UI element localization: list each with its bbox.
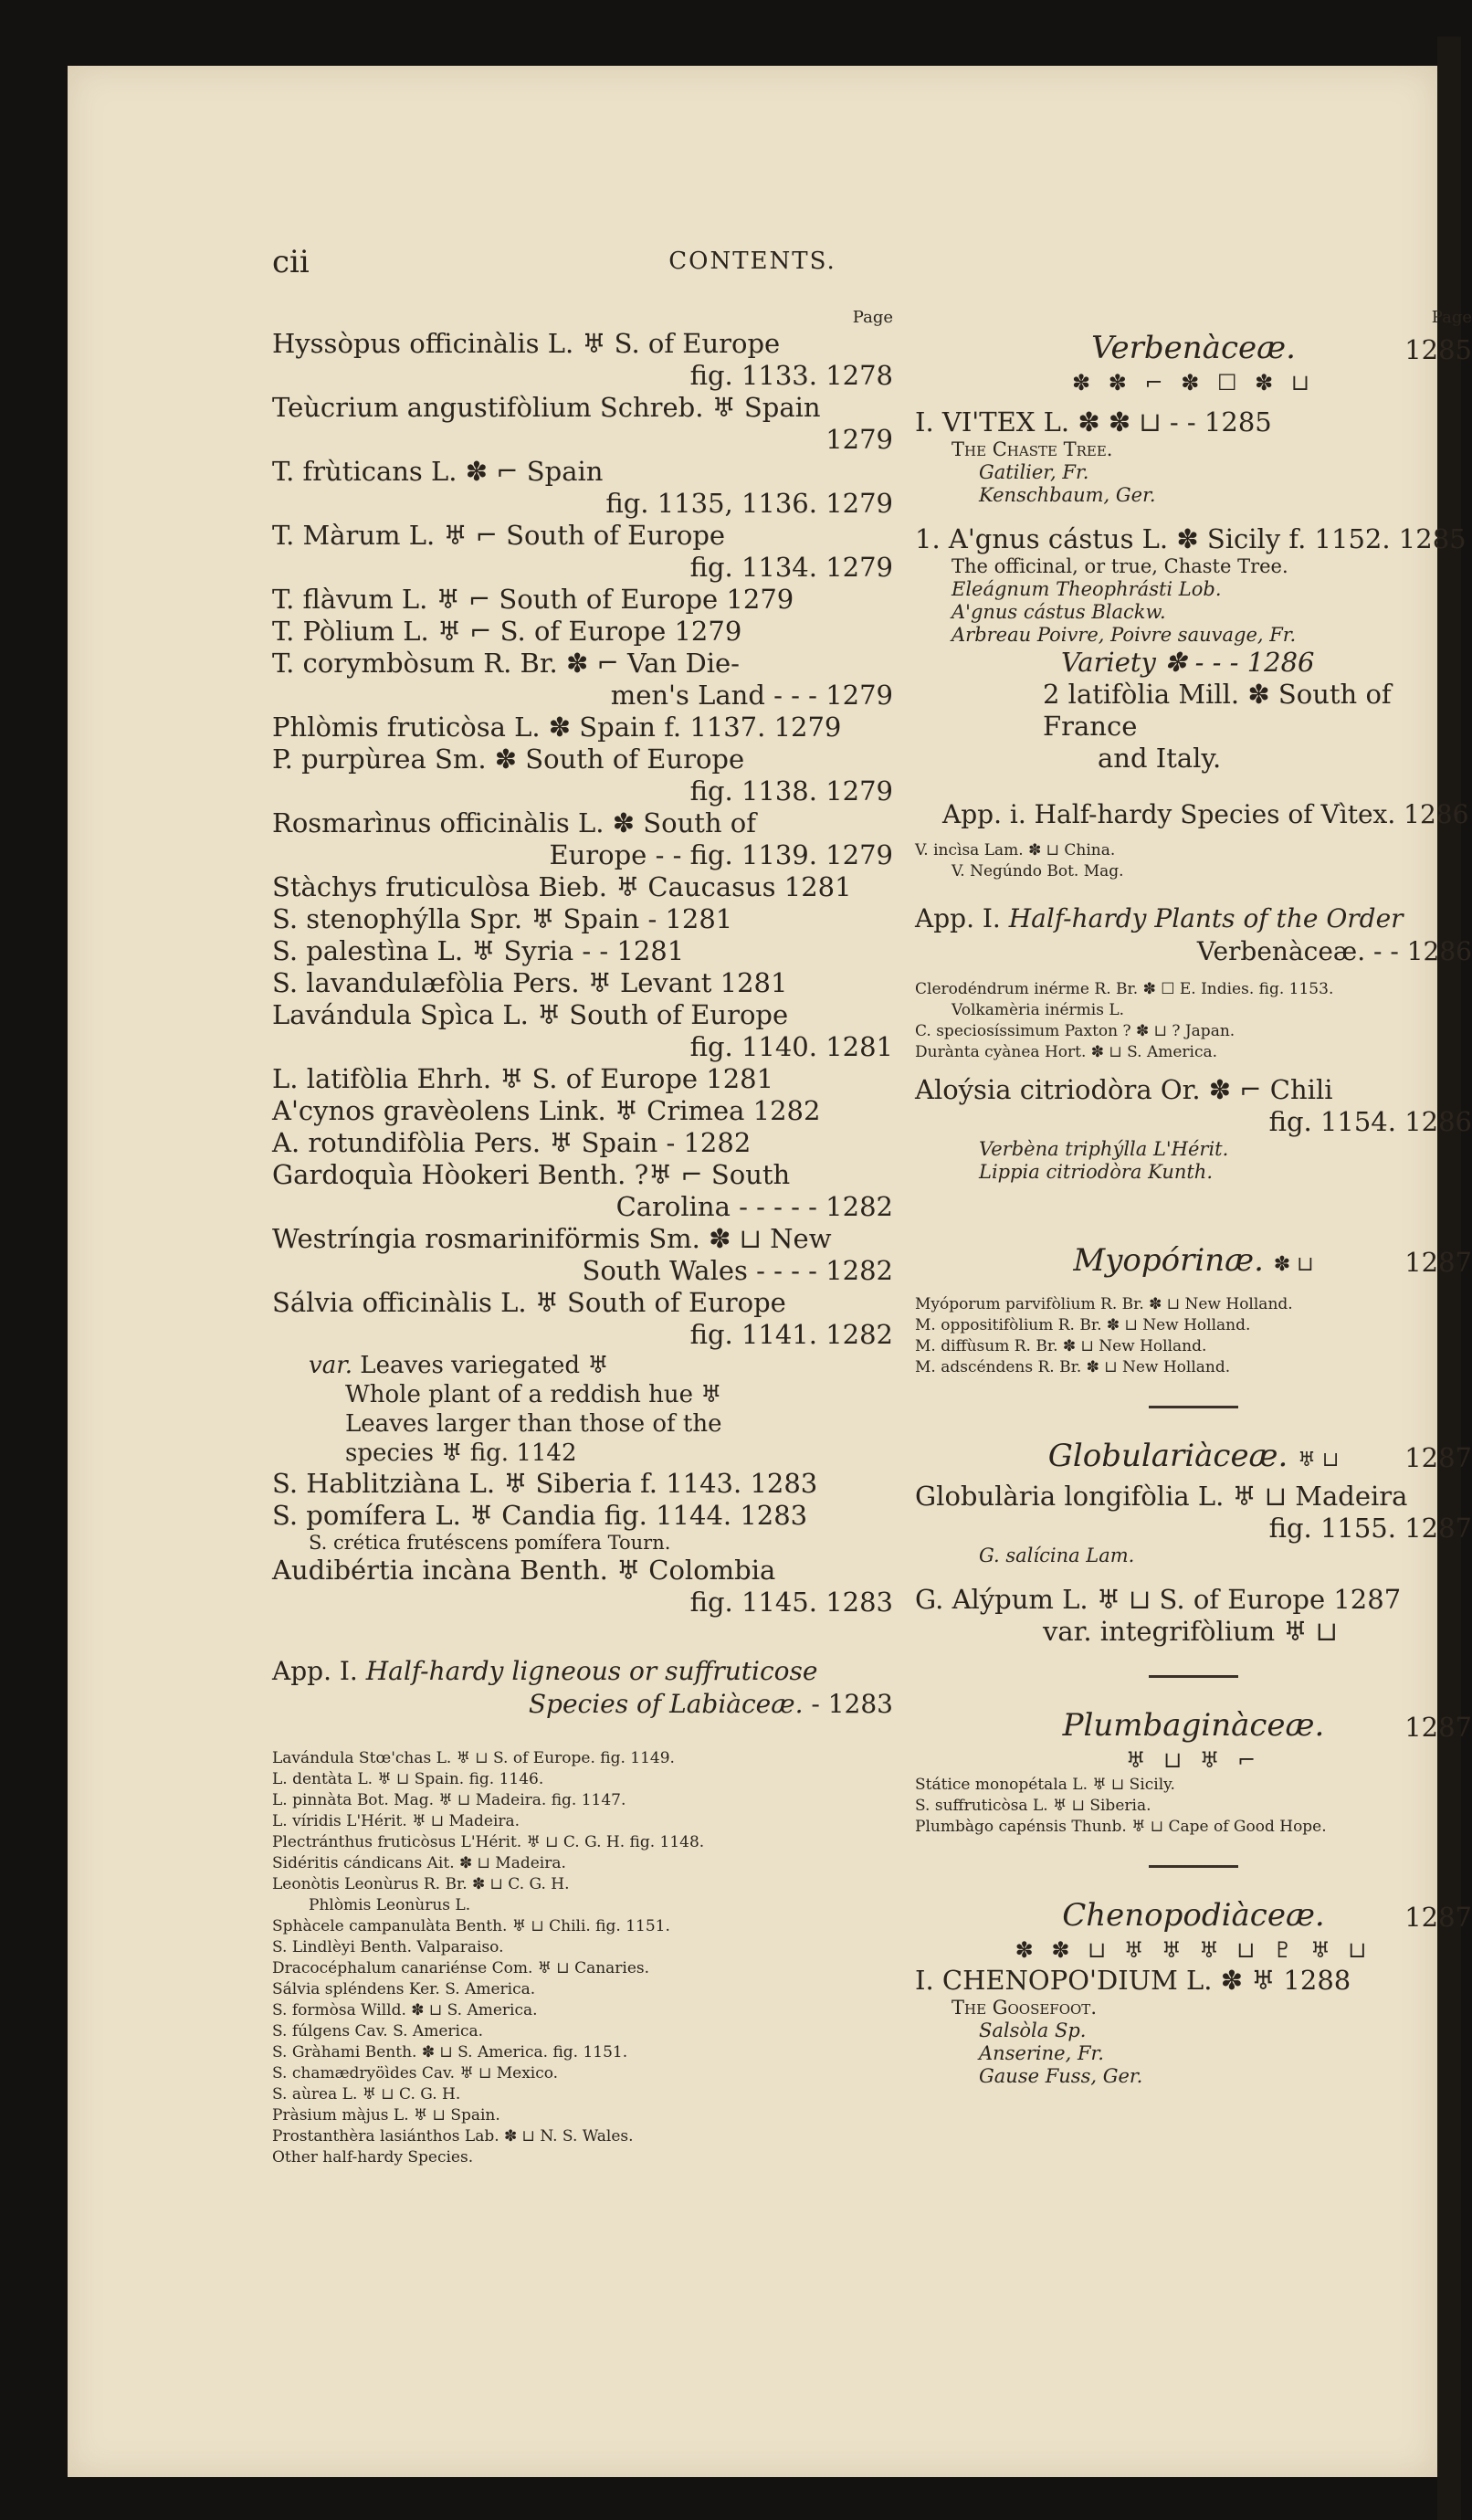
list-item: L. dentàta L. ♅ ⊔ Spain. fig. 1146.	[272, 1770, 544, 1788]
section-divider	[1149, 1865, 1238, 1868]
common-name: The Goosefoot.	[952, 1997, 1097, 2019]
list-item: V. incìsa Lam. ✽ ⊔ China.	[915, 841, 1116, 859]
list-item: Prostanthèra lasiánthos Lab. ✽ ⊔ N. S. Wales.	[272, 2127, 634, 2146]
left-column	[272, 308, 893, 2168]
folio-number: cii	[272, 244, 310, 280]
appendix-species-list	[272, 1748, 893, 2168]
index-entry: A'cynos gravèolens Link. ♅ Crimea 1282	[272, 1095, 821, 1126]
order-page: 1287	[1404, 1902, 1472, 1933]
list-item: M. adscéndens R. Br. ✽ ⊔ New Holland.	[915, 1358, 1231, 1376]
list-item: V. Negúndo Bot. Mag.	[952, 862, 1124, 880]
variety-label: var.	[309, 1352, 353, 1379]
order-heading-chenopodiaceae	[915, 1895, 1472, 1935]
list-item: M. diffùsum R. Br. ✽ ⊔ New Holland.	[915, 1337, 1207, 1355]
variety-item: Leaves larger than those of the	[345, 1410, 722, 1438]
index-entry: Sálvia officinàlis L. ♅ South of Europe	[272, 1287, 786, 1318]
order-title: Chenopodiàceæ.	[1062, 1897, 1325, 1934]
index-entry: T. corymbòsum R. Br. ✽ ⌐ Van Die-	[272, 648, 740, 679]
list-item: Myóporum parvifòlium R. Br. ✽ ⊔ New Holland.	[915, 1295, 1293, 1313]
index-entry: S. pomífera L. ♅ Candia fig. 1144. 1283	[272, 1500, 808, 1531]
common-name: The Chaste Tree.	[952, 438, 1113, 460]
order-heading-verbenaceae	[915, 328, 1472, 368]
index-entry-continuation: fig. 1133. 1278	[689, 360, 893, 391]
synonym: Eleágnum Theophrásti Lob.	[952, 578, 1222, 600]
species-globularia-cont: fig. 1155. 1287	[1268, 1513, 1472, 1544]
genus-vitex: I. VI'TEX L. ✽ ✽ ⊔ - - 1285	[915, 406, 1272, 438]
index-entry: S. palestìna L. ♅ Syria - - 1281	[272, 935, 685, 966]
index-entry: P. purpùrea Sm. ✽ South of Europe	[272, 743, 745, 775]
habit-symbols: ✽ ⊔	[1273, 1253, 1314, 1276]
page-header	[68, 244, 1437, 280]
index-entry: T. flàvum L. ♅ ⌐ South of Europe 1279	[272, 584, 794, 615]
order-title: Globulariàceæ.	[1047, 1438, 1288, 1474]
list-item: Other half-hardy Species.	[272, 2148, 474, 2167]
appendix-title-2: Species of Labiàceæ.	[528, 1689, 804, 1719]
index-entry: Gardoquìa Hòokeri Benth. ?♅ ⌐ South	[272, 1159, 791, 1190]
order-page: 1287	[1404, 1712, 1472, 1743]
appendix-title: Half-hardy ligneous or suffruticose	[365, 1656, 818, 1686]
index-entry: Phlòmis fruticòsa L. ✽ Spain f. 1137. 1279	[272, 712, 842, 743]
list-item: S. Lindlèyi Benth. Valparaiso.	[272, 1938, 504, 1956]
index-entry: S. crética frutéscens pomífera Tourn.	[309, 1532, 671, 1554]
index-entry-continuation: 1279	[825, 424, 893, 455]
running-head: CONTENTS.	[668, 248, 836, 275]
species-alypum: G. Alýpum L. ♅ ⊔ S. of Europe 1287	[915, 1584, 1402, 1615]
index-entry-continuation: South Wales - - - - 1282	[582, 1255, 893, 1286]
order-heading-myoporinae	[915, 1240, 1472, 1285]
index-entry-continuation: fig. 1138. 1279	[689, 775, 893, 807]
list-item: L. víridis L'Hérit. ♅ ⊔ Madeira.	[272, 1812, 520, 1830]
index-entry: S. Hablitziàna L. ♅ Siberia f. 1143. 1283	[272, 1468, 818, 1499]
appendix-verbenaceae	[915, 902, 1472, 968]
appendix-title: Half-hardy Plants of the Order	[1008, 903, 1404, 933]
appendix-vitex: App. i. Half-hardy Species of Vìtex. 1286	[942, 799, 1469, 829]
list-item: M. oppositifòlium R. Br. ✽ ⊔ New Holland.	[915, 1316, 1251, 1334]
index-entry-continuation: fig. 1140. 1281	[689, 1031, 893, 1062]
index-entry-continuation: fig. 1145. 1283	[689, 1587, 893, 1618]
appendix-labiaceae	[272, 1655, 893, 1721]
list-item: Sálvia spléndens Ker. S. America.	[272, 1980, 536, 1998]
index-entry: Rosmarìnus officinàlis L. ✽ South of	[272, 807, 756, 838]
index-entry-continuation: fig. 1141. 1282	[689, 1319, 893, 1350]
index-entry: Hyssòpus officinàlis L. ♅ S. of Europe	[272, 328, 781, 359]
list-item: Sidéritis cándicans Ait. ✽ ⊔ Madeira.	[272, 1854, 566, 1872]
species-aloysia-cont: fig. 1154. 1286	[1268, 1106, 1472, 1137]
list-item: Leonòtis Leonùrus R. Br. ✽ ⊔ C. G. H.	[272, 1875, 570, 1893]
index-entry-continuation: Europe - - fig. 1139. 1279	[549, 839, 893, 870]
list-item: Sphàcele campanulàta Benth. ♅ ⊔ Chili. fig. 1151.	[272, 1917, 670, 1935]
list-item: S. aùrea L. ♅ ⊔ C. G. H.	[272, 2085, 461, 2104]
list-item: Dracocéphalum canariénse Com. ♅ ⊔ Canaries.	[272, 1959, 650, 1977]
list-item: Volkamèria inérmis L.	[952, 1001, 1125, 1019]
synonym: G. salícina Lam.	[979, 1545, 1135, 1566]
synonym: Arbreau Poivre, Poivre sauvage, Fr.	[952, 624, 1297, 646]
appendix-title-2: Verbenàceæ. - - 1286	[1196, 936, 1472, 966]
common-name: Kenschbaum, Ger.	[979, 484, 1156, 506]
habit-symbols: ✽ ✽ ⌐ ✽ ☐ ✽ ⊔	[1072, 370, 1315, 395]
common-name: Salsòla Sp.	[979, 2019, 1087, 2041]
list-item: Lavándula Stœ'chas L. ♅ ⊔ S. of Europe. fig. 1149.	[272, 1749, 675, 1767]
list-item: S. Gràhami Benth. ✽ ⊔ S. America. fig. 1151.	[272, 2043, 628, 2061]
variety-label-row	[309, 1351, 893, 1380]
page-column-label: Page	[1431, 308, 1472, 327]
variety-line: 2 latifòlia Mill. ✽ South of France	[1043, 679, 1392, 742]
genus-chenopodium: I. CHENOPO'DIUM L. ✽ ♅ 1288	[915, 1965, 1351, 1996]
index-entry-continuation: fig. 1134. 1279	[689, 552, 893, 583]
list-item: Pràsium màjus L. ♅ ⊔ Spain.	[272, 2106, 500, 2125]
index-entry: S. stenophýlla Spr. ♅ Spain - 1281	[272, 903, 733, 934]
order-page: 1287	[1404, 1442, 1472, 1473]
index-entry-continuation: fig. 1135, 1136. 1279	[605, 488, 893, 519]
index-entry: Audibértia incàna Benth. ♅ Colombia	[272, 1555, 776, 1586]
index-entry-continuation: men's Land - - - 1279	[610, 680, 893, 711]
habit-symbols: ✽ ✽ ⊔ ♅ ♅ ♅ ⊔ ♇ ♅ ⊔	[1015, 1937, 1372, 1963]
index-entry: T. Màrum L. ♅ ⌐ South of Europe	[272, 520, 726, 551]
index-entry-continuation: Carolina - - - - - 1282	[615, 1191, 893, 1222]
synonym: Verbèna triphýlla L'Hérit.	[979, 1138, 1229, 1160]
habit-symbols: ♅ ⊔ ♅ ⌐	[1125, 1747, 1262, 1773]
list-item: Státice monopétala L. ♅ ⊔ Sicily.	[915, 1776, 1175, 1794]
list-item: Durànta cyànea Hort. ✽ ⊔ S. America.	[915, 1043, 1218, 1061]
list-item: S. chamædryöìdes Cav. ♅ ⊔ Mexico.	[272, 2064, 559, 2082]
list-item: Clerodéndrum inérme R. Br. ✽ ☐ E. Indies. fig. 1153.	[915, 980, 1334, 998]
order-page: 1287	[1404, 1247, 1472, 1278]
appendix-species-list	[915, 979, 1472, 1063]
common-name: Gause Fuss, Ger.	[979, 2065, 1143, 2087]
appendix-page: - 1283	[811, 1689, 893, 1719]
labiaceae-entries-continued	[272, 1468, 893, 1618]
common-name: Gatilier, Fr.	[979, 461, 1089, 483]
order-title: Plumbaginàceæ.	[1062, 1707, 1325, 1744]
index-entry: S. lavandulæfòlia Pers. ♅ Levant 1281	[272, 967, 788, 998]
species-agnus-castus: 1. A'gnus cástus L. ✽ Sicily f. 1152. 1285	[915, 523, 1467, 554]
list-item: Plectránthus fruticòsus L'Hérit. ♅ ⊔ C. G. H. fig. 1148.	[272, 1833, 705, 1851]
synonym: The officinal, or true, Chaste Tree.	[952, 555, 1288, 577]
list-item: Phlòmis Leonùrus L.	[309, 1896, 471, 1914]
index-entry: T. Pòlium L. ♅ ⌐ S. of Europe 1279	[272, 616, 742, 647]
index-entry: Lavándula Spìca L. ♅ South of Europe	[272, 999, 789, 1030]
list-item: S. fúlgens Cav. S. America.	[272, 2022, 484, 2040]
order-heading-plumbaginaceae	[915, 1705, 1472, 1745]
appendix-lead: App. I.	[915, 903, 1001, 933]
list-item: S. suffruticòsa L. ♅ ⊔ Siberia.	[915, 1797, 1151, 1815]
index-entry: L. latifòlia Ehrh. ♅ S. of Europe 1281	[272, 1063, 774, 1094]
variety-item: Leaves variegated ♅	[360, 1352, 609, 1379]
order-title: Myopórinæ.	[1073, 1242, 1264, 1279]
synonym: A'gnus cástus Blackw.	[952, 601, 1166, 623]
labiaceae-entries	[272, 328, 893, 1351]
section-divider	[1149, 1675, 1238, 1678]
habit-symbols: ♅ ⊔	[1298, 1449, 1340, 1471]
salvia-varieties	[272, 1351, 893, 1468]
right-column	[915, 308, 1472, 2088]
variety-item: Whole plant of a reddish hue ♅	[345, 1381, 722, 1408]
myoporum-list	[915, 1294, 1472, 1378]
list-item: Plumbàgo capénsis Thunb. ♅ ⊔ Cape of Good Hope.	[915, 1818, 1327, 1836]
variety-line: Variety ✽ - - - 1286	[1061, 647, 1315, 678]
list-item: C. speciosíssimum Paxton ? ✽ ⊔ ? Japan.	[915, 1022, 1235, 1040]
order-page: 1285	[1404, 334, 1472, 365]
index-entry: Teùcrium angustifòlium Schreb. ♅ Spain	[272, 392, 821, 423]
species-globularia: Globulària longifòlia L. ♅ ⊔ Madeira	[915, 1481, 1408, 1512]
variety-line: var. integrifòlium ♅ ⊔	[1043, 1616, 1338, 1647]
index-entry: A. rotundifòlia Pers. ♅ Spain - 1282	[272, 1127, 752, 1158]
variety-item: species ♅ fig. 1142	[345, 1439, 577, 1467]
section-divider	[1149, 1406, 1238, 1408]
variety-line: and Italy.	[1098, 743, 1222, 774]
index-entry: Westríngia rosmariniförmis Sm. ✽ ⊔ New	[272, 1223, 832, 1254]
appendix-lead: App. I.	[272, 1656, 358, 1686]
index-entry: T. frùticans L. ✽ ⌐ Spain	[272, 456, 604, 487]
synonym: Lippia citriodòra Kunth.	[979, 1161, 1214, 1183]
list-item: S. formòsa Willd. ✽ ⊔ S. America.	[272, 2001, 538, 2019]
common-name: Anserine, Fr.	[979, 2042, 1104, 2064]
order-heading-globulariaceae	[915, 1436, 1472, 1481]
species-aloysia: Aloýsia citriodòra Or. ✽ ⌐ Chili	[915, 1074, 1333, 1105]
page-column-label: Page	[852, 308, 893, 327]
order-title: Verbenàceæ.	[1091, 330, 1296, 366]
plumbago-list	[915, 1775, 1472, 1838]
book-page	[68, 66, 1472, 2477]
index-entry: Stàchys fruticulòsa Bieb. ♅ Caucasus 1281	[272, 871, 852, 902]
list-item: L. pinnàta Bot. Mag. ♅ ⊔ Madeira. fig. 1147.	[272, 1791, 626, 1809]
